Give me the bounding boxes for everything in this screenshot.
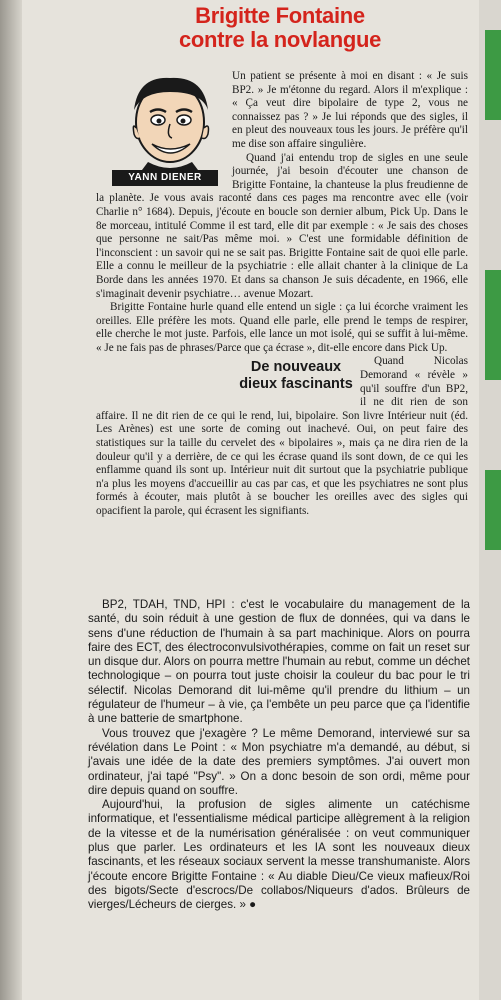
paragraph-2: Quand j'ai entendu trop de sigles en une seule journée, j'ai besoin d'écouter une chanson de Brigitte Fontaine, la chanteuse la plus freudienne de la planète. Je vous avais raconté dans ces pages ma rencontre avec elle (voir Charlie n° 1684). Depuis, j'écoute en boucle son dernier album, Pick Up. Dans le 8e morceau, intitulé Comme il est tard, elle dit par exemple : « Je sais des choses que personne ne sait/Pas même moi. » C'est une formidable définition de l'inconscient : un savoir qui ne se sait pas. Brigitte Fontaine sait de quoi elle parle. Elle a connu le meilleur de la psychiatrie : elle allait chanter à la clinique de La Borde dans les années 1970. Et dans sa chanson Je suis décadente, en 1966, elle s'imaginait devenir psychiatre… avenue Mozart.	[96, 151, 468, 300]
paragraph-5: BP2, TDAH, TND, HPI : c'est le vocabulaire du management de la santé, du soin réduit à une gestion de flux de données, qui va dans le sens d'une réduction de l'humain à sa part machinique. Alors on pourra faire des ECT, des électroconvulsivothérapies, comme on fait un reset sur un disque dur. Alors on pourra mettre l'humain au rebut, comme un déchet technologique – on pourra tout juste choisir la couleur du bac pour le tri sélectif. Nicolas Demorand dit lui-même qu'il prendre du lithium – un régulateur de l'humeur – à vie, ça l'embête un peu parce que ça l'identifie à une batterie de smartphone.	[88, 598, 470, 726]
paragraph-3: Brigitte Fontaine hurle quand elle entend un sigle : ça lui écorche vraiment les oreilles. Elle préfère les mots. Quand elle parle, elle prend le temps de respirer, elle cherche le mot juste. Parfois, elle lance un mot isolé, qui se suffit à lui-même. « Je ne fais pas de phrases/Parce que ça écrase », dit-elle encore dans Pick Up.	[96, 301, 468, 354]
paragraph-6: Vous trouvez que j'exagère ? Le même Demorand, interviewé sur sa révélation dans Le Point : « Mon psychiatre m'a demandé, au début, si j'avais une idée de la date des premiers symptômes. J'ai ouvert mon ordinateur, j'ai tapé "Psy". » On a donc besoin de son ordi, même pour dire depuis quand on souffre.	[88, 726, 470, 797]
paragraph-1: Un patient se présente à moi en disant : « Je suis BP2. » Je m'étonne du regard. Alors il m'explique : « Ça veut dire bipolaire de type 2, vous ne connaissez pas ? » Je lui réponds que des sigles, il en pleut des nouveaux tous les jours. Je préfère qu'il me dise son affaire singulière.	[232, 70, 468, 150]
subheading-line-2: dieux fascinants	[239, 376, 353, 393]
portrait-wrap-spacer	[96, 70, 232, 186]
subheading-wrap-spacer	[96, 355, 232, 389]
adjacent-page-edge	[479, 0, 501, 1000]
subheading	[232, 359, 360, 403]
article-body-lower	[88, 598, 470, 913]
author-caption: YANN DIENER	[112, 170, 218, 186]
title-line-2: contre la novlangue	[178, 27, 382, 52]
green-bar-lower	[485, 470, 501, 550]
paragraph-4: Quand Nicolas Demorand « révèle » qu'il souffre d'un BP2, il ne dit rien de son affaire. Il ne dit rien de ce qui le rend, lui, bipolaire. Son livre Intérieur nuit (éd. Les Arènes) est une sorte de coming out inachevé. Oui, on peut faire des statistiques sur la taille du cervelet des « bipolaires », mais ça ne dira rien de la douleur qu'il y a derrière, de ce qui les écrase quand ils sont down, de ce qui les enflamme quand ils sont up. Intérieur nuit dit surtout que la psychiatrie publique n'a plus les moyens d'accueillir au cas par cas, et que les psychiatres ne sont plus formés à écouter, mais plutôt à se boucher les oreilles avec des sigles qui opacifient la parole, qui écrasent les signifiants.	[96, 355, 468, 517]
subheading-line-1: De nouveaux	[250, 359, 342, 376]
article-body-upper	[96, 70, 468, 519]
title-line-1: Brigitte Fontaine	[195, 3, 365, 28]
green-bar-top	[485, 30, 501, 120]
paragraph-7: Aujourd'hui, la profusion de sigles alimente un catéchisme informatique, et l'essentialisme médical participe allègrement à la religion de la vitesse et de la numérisation généralisée : on veut communiquer plus que parler. Les ordinateurs et les IA sont les nouveaux dieux fascinants, et les réseaux sociaux servent la messe transhumaniste. Alors j'écoute encore Brigitte Fontaine : « Au diable Dieu/Ce vieux mafieux/Roi des bigots/Secte d'escrocs/De collabos/Niqueurs d'ados. Brûleurs de vierges/Lécheurs de cierges. » ●	[88, 798, 470, 912]
article-title	[130, 4, 430, 52]
page-fold-shadow	[0, 0, 22, 1000]
green-bar-middle	[485, 270, 501, 380]
